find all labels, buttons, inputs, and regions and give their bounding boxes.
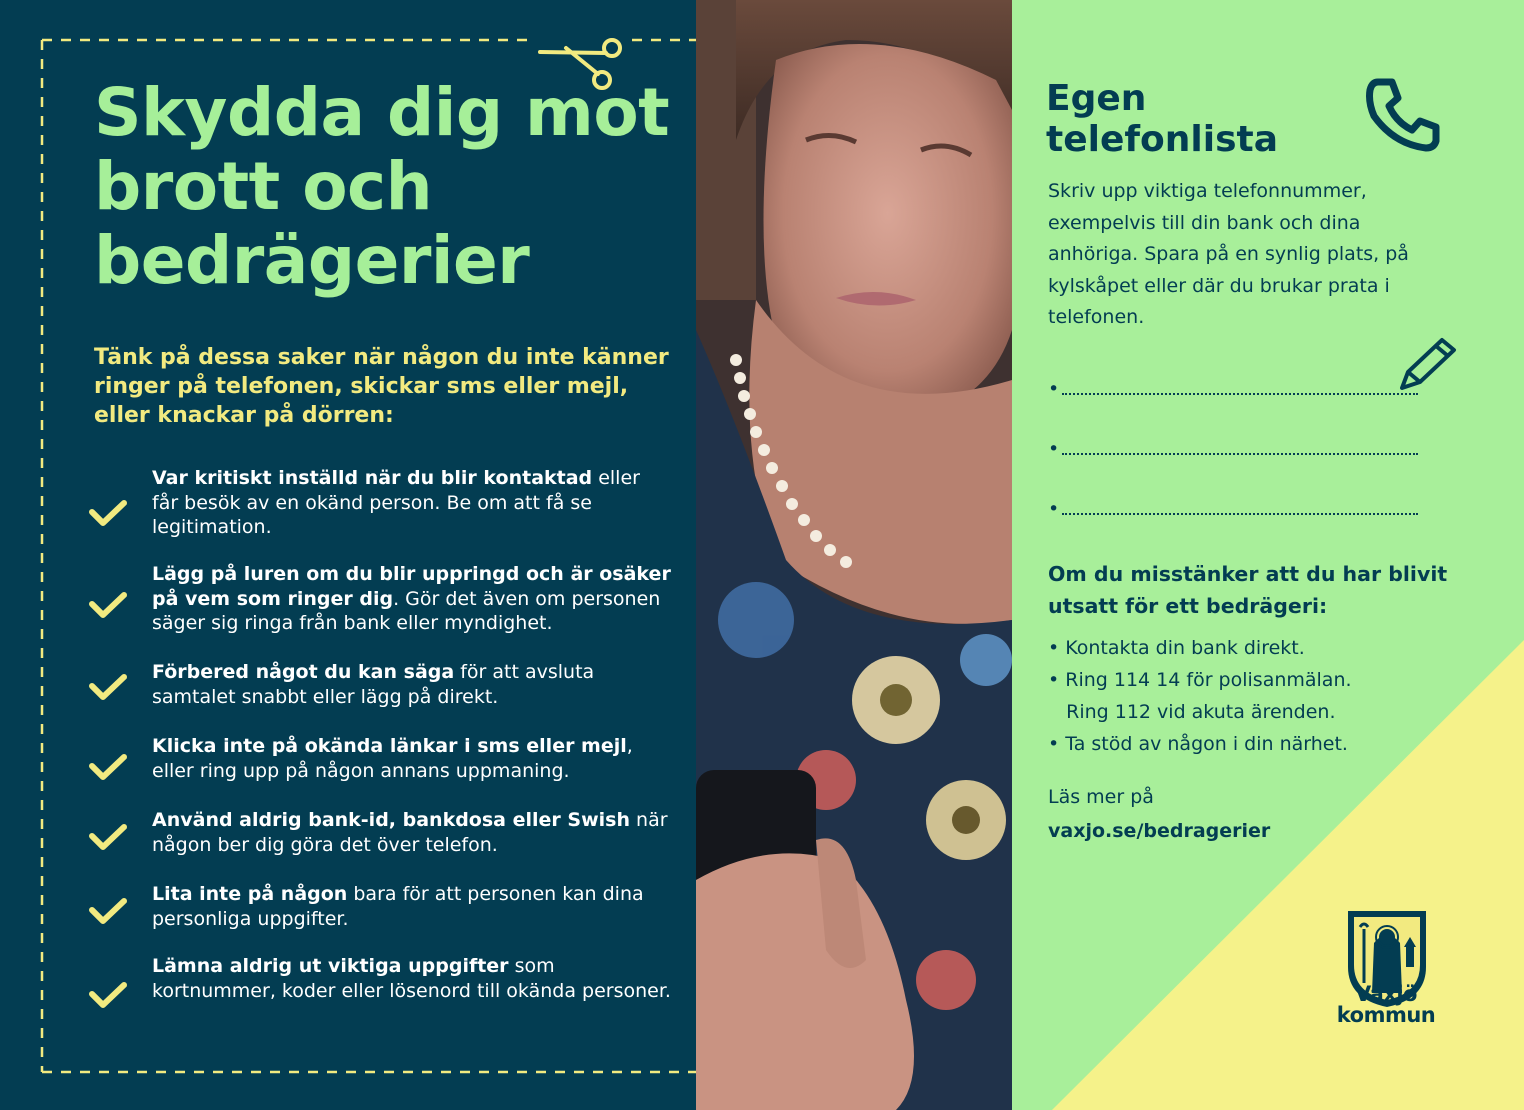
tip-text (152, 466, 672, 540)
tip-rest: eller får besök av en okänd person. Be om att få se legitimation. (152, 467, 640, 538)
list-item: • Kontakta din bank direkt. (1048, 637, 1305, 659)
intro-text: Tänk på dessa saker när någon du inte känner ringer på telefonen, skickar sms eller mejl, eller knackar på dörren: (94, 345, 669, 428)
logo-wordmark (1326, 984, 1446, 1026)
checkmark-icon (88, 822, 128, 852)
list-item: • Ta stöd av någon i din närhet. (1048, 733, 1348, 755)
tip-rest: bara för att personen kan dina personliga uppgifter. (152, 883, 644, 930)
tip-bold: Lämna aldrig ut viktiga uppgifter (152, 955, 509, 977)
dotted-line (1062, 513, 1418, 515)
read-more-label: Läs mer på (1048, 786, 1154, 808)
right-panel (1012, 0, 1524, 1110)
read-more-link[interactable]: vaxjo.se/bedragerier (1048, 820, 1271, 842)
tip-bold: Var kritiskt inställd när du blir kontaktad (152, 467, 593, 489)
phone-entry-line[interactable] (1048, 438, 1418, 464)
tip-text (152, 660, 672, 709)
tip-bold: Förbered något du kan säga (152, 661, 455, 683)
phone-list-title: Egen telefonlista (1046, 78, 1279, 160)
tip-rest: när någon ber dig göra det över telefon. (152, 809, 668, 856)
tip-text (152, 808, 672, 857)
tip-rest: som kortnummer, koder eller lösenord till okända personer. (152, 955, 671, 1002)
checkmark-icon (88, 752, 128, 782)
photo-elderly-woman-with-phone (696, 0, 1012, 1110)
fraud-heading: Om du misstänker att du har blivit utsatt för ett bedrägeri: (1048, 562, 1448, 618)
left-panel (0, 0, 696, 1110)
tip-bold: Lita inte på någon (152, 883, 348, 905)
tip-bold: Klicka inte på okända länkar i sms eller mejl (152, 735, 627, 757)
phone-list-instructions: Skriv upp viktiga telefonnummer, exempelvis till din bank och dina anhöriga. Spara på en synlig plats, på kylskåpet eller där du brukar prata i telefonen. (1048, 180, 1409, 328)
tip-bold: Använd aldrig bank-id, bankdosa eller Swish (152, 809, 630, 831)
fraud-actions-list (1048, 632, 1488, 760)
list-item: Ring 112 vid akuta ärenden. (1048, 701, 1336, 723)
logo-line2: kommun (1336, 1003, 1436, 1027)
tip-rest: för att avsluta samtalet snabbt eller lägg på direkt. (152, 661, 595, 708)
dotted-line (1062, 453, 1418, 455)
list-item: • Ring 114 14 för polisanmälan. (1048, 669, 1352, 691)
yellow-corner-shape (1012, 0, 1524, 1110)
photo-illustration (696, 0, 1012, 1110)
bullet: • (1048, 498, 1060, 520)
logo-line1: Växjö (1355, 982, 1417, 1006)
page-title: Skydda dig mot brott och bedrägerier (94, 74, 670, 299)
tip-text (152, 882, 672, 931)
tip-bold: Lägg på luren om du blir uppringd och är osäker på vem som ringer dig (152, 563, 671, 610)
dotted-line (1062, 393, 1418, 395)
phone-icon (1364, 76, 1444, 152)
phone-entry-line[interactable] (1048, 378, 1418, 404)
bullet: • (1048, 438, 1060, 460)
checkmark-icon (88, 672, 128, 702)
tip-rest: . Gör det även om personen säger sig ringa från bank eller myndighet. (152, 587, 661, 634)
checkmark-icon (88, 896, 128, 926)
checkmark-icon (88, 980, 128, 1010)
checkmark-icon (88, 498, 128, 528)
tip-text (152, 954, 672, 1003)
tip-rest: , eller ring upp på någon annans uppmaning. (152, 735, 633, 782)
bullet: • (1048, 378, 1060, 400)
read-more (1048, 780, 1468, 848)
tip-text (152, 734, 672, 783)
checkmark-icon (88, 590, 128, 620)
tip-text (152, 562, 672, 636)
phone-entry-line[interactable] (1048, 498, 1418, 524)
